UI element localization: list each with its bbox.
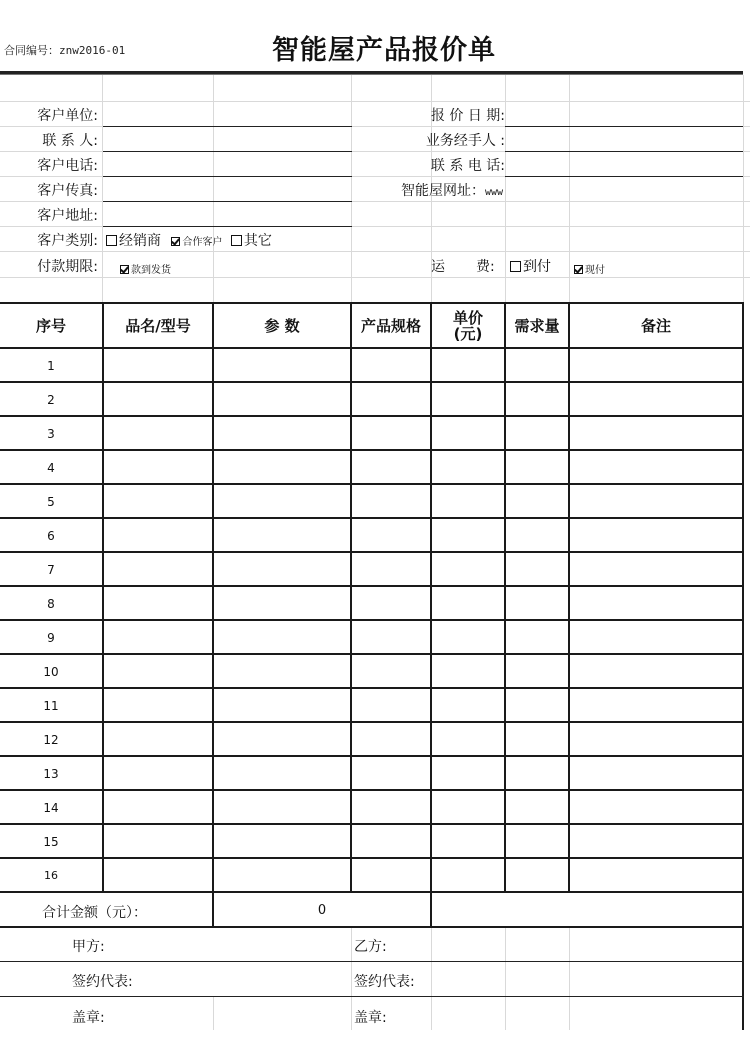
customer-type-options — [106, 230, 272, 250]
table-row-index: 10 — [43, 665, 59, 679]
checkbox-unchecked-icon[interactable] — [106, 235, 117, 246]
seal-b-label: 盖章: — [354, 1010, 387, 1026]
customer-unit-field[interactable] — [103, 126, 352, 127]
column-header-index: 序号 — [35, 317, 66, 335]
contact-person-label: 联 系 人: — [42, 133, 98, 149]
freight-label-b: 费: — [476, 259, 495, 275]
table-row-index: 13 — [43, 767, 59, 781]
table-row-index: 3 — [47, 427, 55, 441]
checkbox-unchecked-icon[interactable] — [231, 235, 242, 246]
freight-label-a: 运 — [431, 259, 445, 275]
option-pay-before-ship[interactable]: 款到发货 — [120, 258, 171, 277]
gridline — [351, 928, 352, 1030]
gridline — [431, 928, 432, 1030]
option-dealer[interactable]: 经销商 — [106, 233, 161, 249]
table-row-index: 1 — [47, 359, 55, 373]
party-a-label: 甲方: — [72, 939, 105, 955]
gridline — [505, 928, 506, 1030]
handler-label: 业务经手人 : — [425, 133, 505, 149]
row-border — [0, 891, 744, 893]
row-border — [0, 961, 744, 962]
table-border — [102, 303, 104, 892]
page-title: 智能屋产品报价单 — [272, 35, 496, 66]
gridline — [351, 75, 352, 303]
column-header-quantity: 需求量 — [514, 317, 560, 335]
gridline — [743, 75, 744, 303]
gridline — [102, 75, 103, 303]
row-border — [0, 449, 744, 451]
table-row-index: 2 — [47, 393, 55, 407]
option-freight-prepaid[interactable]: 现付 — [574, 258, 605, 277]
customer-phone-label: 客户电话: — [37, 158, 98, 174]
checkbox-unchecked-icon[interactable] — [510, 261, 521, 272]
table-border — [212, 303, 214, 927]
customer-type-label: 客户类别: — [37, 233, 98, 249]
gridline — [213, 997, 214, 1030]
rep-b-label: 签约代表: — [354, 974, 415, 990]
gridline — [0, 277, 750, 278]
option-freight-collect[interactable]: 到付 — [510, 256, 551, 276]
table-row-index: 14 — [43, 801, 59, 815]
column-header-remarks: 备注 — [640, 317, 671, 335]
row-border — [0, 721, 744, 723]
table-border — [430, 303, 432, 927]
table-border — [742, 303, 744, 1030]
row-border — [0, 857, 744, 859]
total-label: 合计金额（元）： — [42, 905, 147, 921]
row-border — [0, 517, 744, 519]
row-border — [0, 551, 744, 553]
row-border — [0, 483, 744, 485]
table-row-index: 8 — [47, 597, 55, 611]
table-border — [350, 303, 352, 892]
table-row-index: 11 — [43, 699, 59, 713]
row-border — [0, 687, 744, 689]
total-value: 0 — [317, 903, 327, 918]
row-border — [0, 619, 744, 621]
table-row-index: 12 — [43, 733, 59, 747]
row-border — [0, 789, 744, 791]
customer-phone-field[interactable] — [103, 176, 352, 177]
website-label: 智能屋网址： — [401, 183, 485, 199]
customer-fax-label: 客户传真: — [37, 183, 98, 199]
contract-number: 合同编号：znw2016-01 — [4, 44, 126, 57]
title-double-rule — [0, 71, 743, 75]
gridline — [569, 75, 570, 303]
table-row-index: 16 — [44, 869, 58, 882]
party-b-label: 乙方: — [354, 939, 387, 955]
row-border — [0, 996, 744, 997]
customer-unit-label: 客户单位: — [37, 108, 98, 124]
row-border — [0, 381, 744, 383]
column-header-spec: 产品规格 — [360, 317, 421, 335]
table-row-index: 5 — [47, 495, 55, 509]
table-border — [504, 303, 506, 892]
row-border — [0, 415, 744, 417]
contact-person-field[interactable] — [103, 151, 352, 152]
row-border — [0, 823, 744, 825]
column-header-name-model: 品名/型号 — [125, 317, 191, 335]
table-border — [568, 303, 570, 892]
row-border — [0, 926, 744, 928]
website-value[interactable]: www — [485, 187, 504, 198]
customer-address-label: 客户地址: — [37, 208, 98, 224]
gridline — [0, 251, 750, 252]
gridline — [0, 101, 750, 102]
website-row — [401, 180, 503, 200]
customer-fax-field[interactable] — [103, 201, 352, 202]
column-header-params: 参 数 — [264, 317, 300, 335]
row-border — [0, 653, 744, 655]
table-row-index: 7 — [47, 563, 55, 577]
row-border — [0, 755, 744, 757]
gridline — [213, 75, 214, 303]
table-row-index: 6 — [47, 529, 55, 543]
checkbox-checked-icon[interactable] — [574, 265, 583, 274]
contact-phone-label: 联 系 电 话: — [430, 158, 505, 174]
option-other[interactable]: 其它 — [231, 233, 272, 249]
option-partner[interactable]: 合作客户 — [171, 233, 222, 249]
seal-a-label: 盖章: — [72, 1010, 105, 1026]
row-border — [0, 585, 744, 587]
table-row-index: 9 — [47, 631, 55, 645]
quote-date-field[interactable] — [505, 126, 743, 127]
gridline — [505, 75, 506, 303]
checkbox-checked-icon[interactable] — [171, 237, 180, 246]
table-row-index: 4 — [47, 461, 55, 475]
contact-phone-field[interactable] — [505, 176, 743, 177]
column-header-unit-price: 单价 (元) — [452, 309, 483, 343]
handler-field[interactable] — [505, 151, 743, 152]
quote-date-label: 报 价 日 期: — [430, 108, 505, 124]
customer-address-field[interactable] — [103, 226, 352, 227]
gridline — [569, 928, 570, 1030]
rep-a-label: 签约代表: — [72, 974, 133, 990]
table-row-index: 15 — [43, 835, 59, 849]
checkbox-checked-icon[interactable] — [120, 265, 129, 274]
payment-term-label: 付款期限: — [37, 259, 98, 275]
